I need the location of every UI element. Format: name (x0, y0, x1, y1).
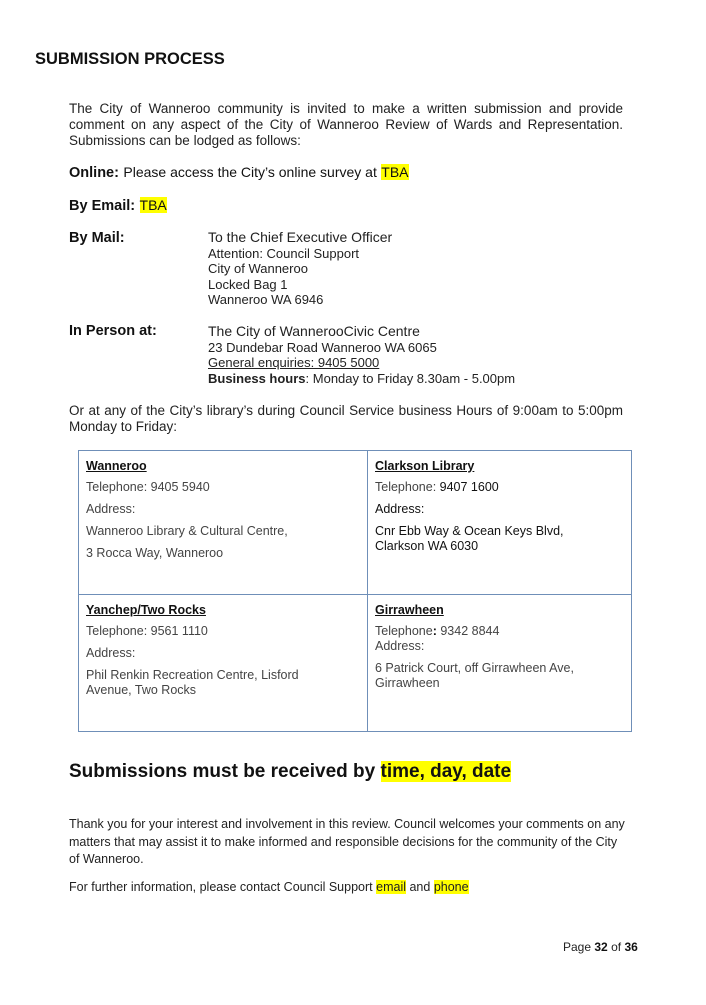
library-name: Clarkson Library (375, 459, 475, 473)
email-row (69, 197, 167, 215)
library-address-line: Wanneroo Library & Cultural Centre, (86, 524, 288, 538)
library-cell-wanneroo (79, 451, 368, 595)
library-address-label: Address: (375, 502, 425, 516)
library-address-label: Address: (86, 502, 136, 516)
library-address-line: Girrawheen (375, 676, 440, 690)
library-address-label: Address: (86, 646, 136, 660)
library-telephone: Telephone: 9561 1110 (86, 624, 208, 638)
contact-email: email (376, 880, 406, 894)
library-address-line: Phil Renkin Recreation Centre, Lisford (86, 668, 299, 682)
library-address-line: Avenue, Two Rocks (86, 683, 197, 697)
page-number: Page 32 of 36 (563, 940, 638, 954)
library-telephone: Telephone: 9407 1600 (375, 480, 499, 494)
library-cell-girrawheen (368, 595, 631, 731)
library-cell-yanchep (79, 595, 368, 731)
library-telephone: Telephone: 9342 8844 (375, 624, 500, 638)
library-address-line: Clarkson WA 6030 (375, 539, 479, 553)
in-person-label: In Person at: (69, 323, 157, 339)
intro-paragraph: The City of Wanneroo community is invited to make a written submission and provide comment on any aspect of the City of Wanneroo Review of Wards and Representation. Submissions can be lodged as follows: (69, 101, 623, 148)
business-hours-text: : Monday to Friday 8.30am - 5.00pm (305, 370, 516, 386)
library-name: Girrawheen (375, 603, 444, 617)
library-name: Wanneroo (86, 459, 147, 473)
online-row (69, 164, 409, 182)
contact-line (69, 880, 469, 894)
mail-line: Wanneroo WA 6946 (208, 292, 324, 308)
mail-label: By Mail: (69, 230, 125, 246)
library-address-line: 6 Patrick Court, off Girrawheen Ave, (375, 661, 574, 675)
in-person-line: 23 Dundebar Road Wanneroo WA 6065 (208, 339, 437, 355)
mail-line: To the Chief Executive Officer (208, 229, 393, 245)
contact-and: and (409, 880, 431, 894)
business-hours (208, 371, 515, 387)
online-text: Please access the City’s online survey at (123, 164, 377, 180)
deadline-value: time, day, date (380, 761, 512, 782)
online-value: TBA (381, 164, 409, 180)
section-title: SUBMISSION PROCESS (35, 50, 225, 68)
deadline-heading (69, 761, 511, 783)
mail-line: Locked Bag 1 (208, 276, 288, 292)
library-name: Yanchep/Two Rocks (86, 603, 206, 617)
library-cell-clarkson (368, 451, 631, 595)
mail-line: Attention: Council Support (208, 245, 360, 261)
business-hours-label: Business hours (208, 370, 306, 386)
contact-text: For further information, please contact Council Support (69, 880, 373, 894)
deadline-text: Submissions must be received by (69, 761, 376, 782)
library-telephone: Telephone: 9405 5940 (86, 480, 210, 494)
library-address-line: Cnr Ebb Way & Ocean Keys Blvd, (375, 524, 564, 538)
thanks-paragraph: Thank you for your interest and involvement in this review. Council welcomes your comments on any matters that may assist it to make informed and responsible decisions for the community of the City of Wanneroo. (69, 817, 625, 866)
online-label: Online: (69, 165, 119, 181)
in-person-address (208, 324, 515, 386)
general-enquiries: General enquiries: 9405 5000 (208, 355, 380, 371)
contact-phone: phone (433, 880, 469, 894)
library-address-label: Address: (375, 639, 425, 653)
in-person-line: The City of WannerooCivic Centre (208, 323, 420, 339)
library-address-line: 3 Rocca Way, Wanneroo (86, 546, 224, 560)
mail-line: City of Wanneroo (208, 261, 308, 277)
email-value: TBA (139, 197, 167, 213)
mail-address (208, 230, 392, 308)
libraries-intro: Or at any of the City’s library’s during Council Service business Hours of 9:00am to 5:00pm Monday to Friday: (69, 403, 623, 434)
email-label: By Email: (69, 198, 136, 214)
library-table (78, 450, 632, 732)
